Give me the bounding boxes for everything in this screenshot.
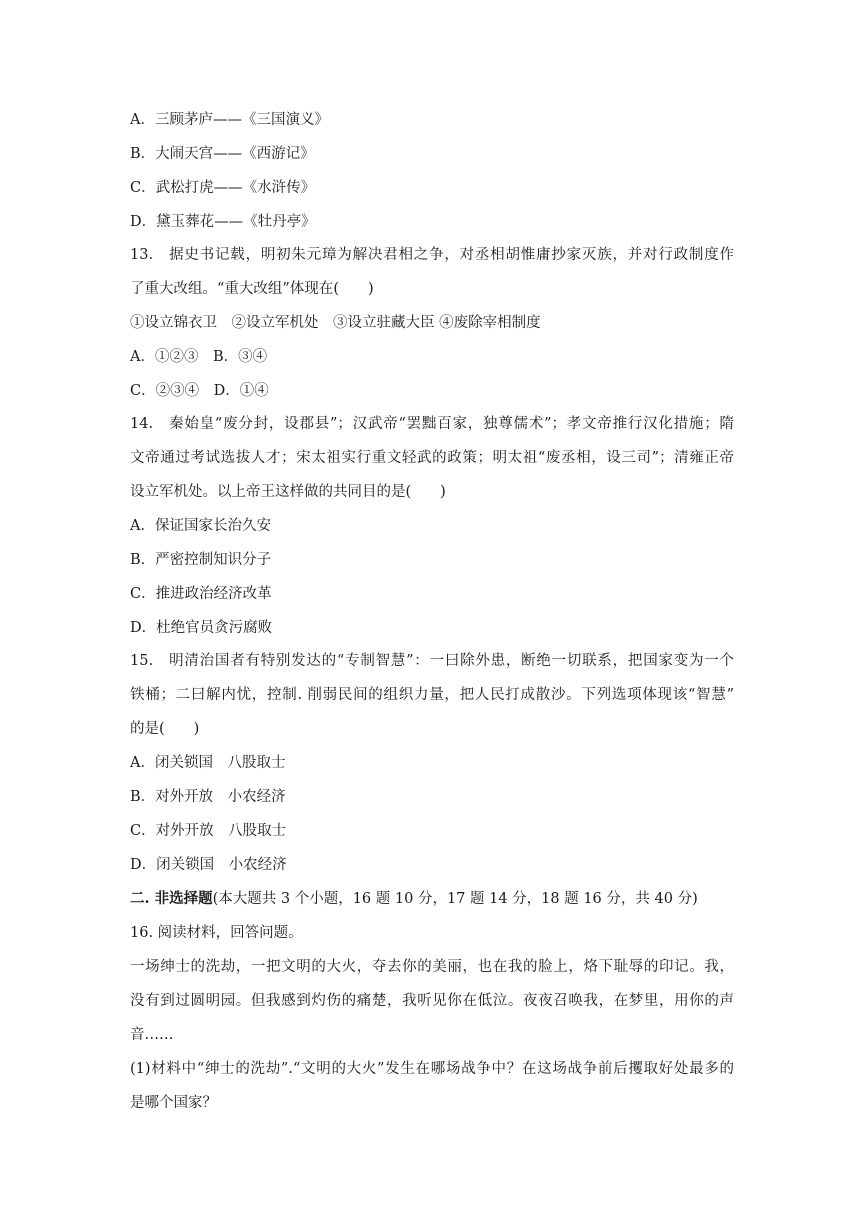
q15-stem-line1: 15. 明清治国者有特别发达的“专制智慧”：一曰除外患，断绝一切联系，把国家变为一个 [130, 653, 734, 669]
q14-option-c: C．推进政治经济改革 [130, 586, 272, 602]
q12-option-b: B．大闹天宫——《西游记》 [130, 146, 315, 162]
section2-note: (本大题共 3 个小题，16 题 10 分，17 题 14 分，18 题 16 分，共 40 分) [212, 891, 698, 907]
q15-stem-line3: 的是( ) [130, 721, 200, 737]
section2-heading [130, 888, 734, 910]
q13-options-row2: C．②③④ D．①④ [130, 383, 269, 399]
q12-option-a: A．三顾茅庐——《三国演义》 [130, 112, 329, 128]
q15-stem-line2: 铁桶；二曰解内忧，控制. 削弱民间的组织力量，把人民打成散沙。下列选项体现该“智慧” [130, 687, 734, 703]
q14-stem-line1: 14. 秦始皇“废分封，设郡县”；汉武帝“罢黜百家，独尊儒术”；孝文帝推行汉化措施；隋 [130, 416, 734, 432]
q13-statements: ①设立锦衣卫 ②设立军机处 ③设立驻藏大臣 ④废除宰相制度 [130, 315, 541, 331]
q12-option-c: C．武松打虎——《水浒传》 [130, 180, 316, 196]
q16-sub1-line1: (1)材料中“绅士的洗劫”.“文明的大火”发生在哪场战争中？在这场战争前后攫取好处最多的 [130, 1061, 734, 1077]
q16-material-line1: 一场绅士的洗劫，一把文明的大火，夺去你的美丽，也在我的脸上，烙下耻辱的印记。我， [130, 959, 734, 975]
q16-material-line3: 音…… [130, 1027, 174, 1043]
q14-stem-line3: 设立军机处。以上帝王这样做的共同目的是( ) [130, 484, 446, 500]
q16-intro: 16. 阅读材料，回答问题。 [130, 925, 303, 941]
q14-option-a: A．保证国家长治久安 [130, 518, 271, 534]
q15-option-a: A．闭关锁国 八股取士 [130, 755, 286, 771]
q13-stem-line2: 了重大改组。“重大改组”体现在( ) [130, 281, 374, 297]
q15-option-b: B．对外开放 小农经济 [130, 789, 286, 805]
q14-option-d: D．杜绝官员贪污腐败 [130, 620, 273, 636]
section2-title: 二. 非选择题 [130, 890, 213, 907]
q15-option-d: D．闭关锁国 小农经济 [130, 857, 287, 873]
q14-stem-line2: 文帝通过考试选拔人才；宋太祖实行重文轻武的政策；明太祖“废丞相，设三司”；清雍正帝 [130, 450, 734, 466]
q15-option-c: C．对外开放 八股取士 [130, 823, 287, 839]
q12-option-d: D．黛玉葬花——《牡丹亭》 [130, 214, 316, 230]
q13-stem-line1: 13. 据史书记载，明初朱元璋为解决君相之争，对丞相胡惟庸抄家灭族，并对行政制度作 [130, 247, 734, 263]
q16-sub1-line2: 是哪个国家？ [130, 1095, 217, 1111]
q16-material-line2: 没有到过圆明园。但我感到灼伤的痛楚，我听见你在低泣。夜夜召唤我，在梦里，用你的声 [130, 993, 734, 1009]
q14-option-b: B．严密控制知识分子 [130, 552, 272, 568]
q13-options-row1: A．①②③ B．③④ [130, 349, 268, 365]
